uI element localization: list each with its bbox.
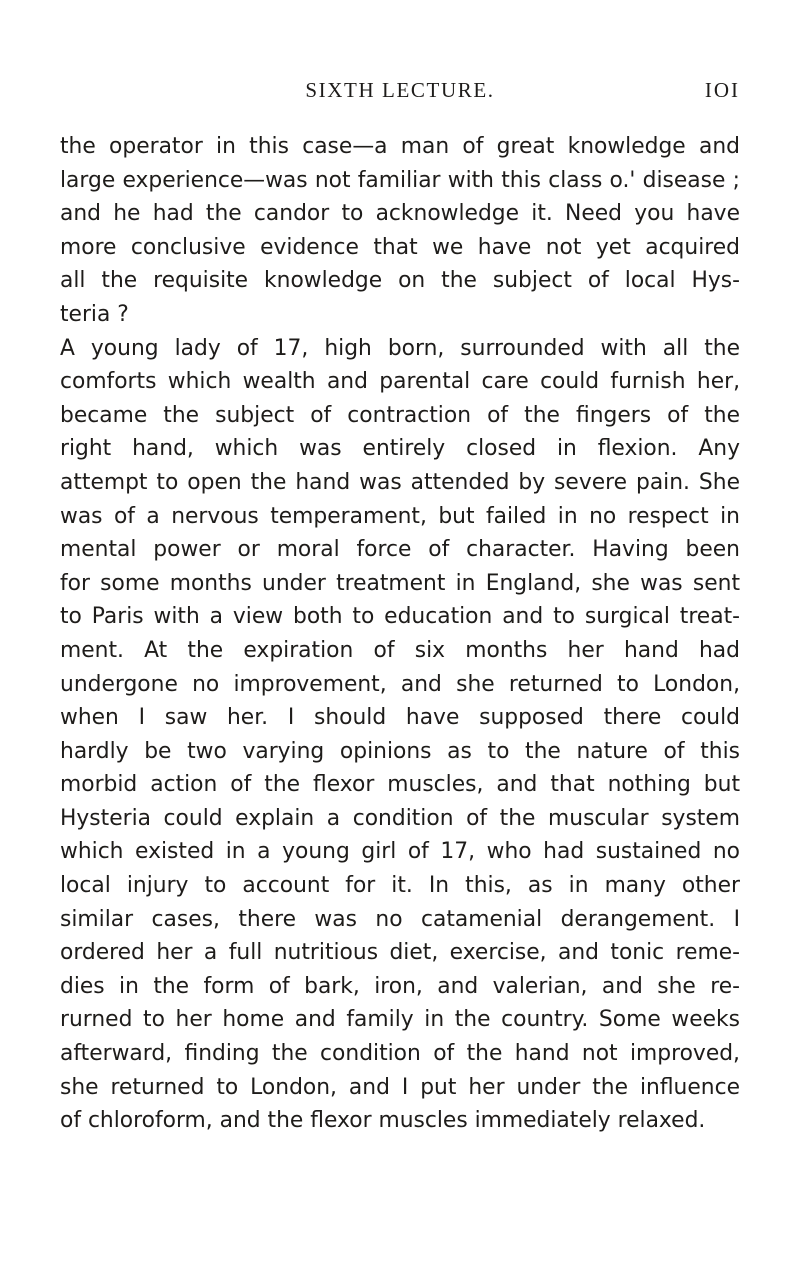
running-title: SIXTH LECTURE.	[305, 78, 495, 102]
text-line: attempt to open the hand was attended by severe pain. She	[60, 469, 740, 495]
text-line: dies in the form of bark, iron, and valerian, and she re-	[60, 973, 740, 999]
text-line: and he had the candor to acknowledge it. Need you have	[60, 201, 740, 227]
text-line: when I saw her. I should have supposed there could	[60, 705, 740, 731]
text-line: ordered her a full nutritious diet, exercise, and tonic reme-	[60, 940, 740, 966]
text-line: rurned to her home and family in the country. Some weeks	[60, 1007, 740, 1033]
text-line: was of a nervous temperament, but failed in no respect in	[60, 503, 740, 529]
text-line: to Paris with a view both to education and to surgical treat-	[60, 604, 740, 630]
text-line: afterward, finding the condition of the hand not improved,	[60, 1041, 740, 1067]
text-line: became the subject of contraction of the fingers of the	[60, 402, 740, 428]
page-number: IOI	[704, 78, 740, 102]
text-line: the operator in this case—a man of great knowledge and	[60, 134, 740, 159]
text-line: large experience—was not familiar with this class o.' disease ;	[60, 167, 740, 193]
book-page	[60, 0, 740, 1268]
text-line: of chloroform, and the flexor muscles immediately relaxed.	[60, 1108, 706, 1134]
text-line: she returned to London, and I put her under the influence	[60, 1074, 740, 1100]
text-line: Hysteria could explain a condition of the muscular system	[60, 805, 740, 831]
text-line: for some months under treatment in England, she was sent	[60, 570, 740, 596]
text-line: mental power or moral force of character. Having been	[60, 537, 740, 563]
text-line: more conclusive evidence that we have not yet acquired	[60, 234, 740, 260]
text-line: all the requisite knowledge on the subject of local Hys-	[60, 268, 740, 294]
text-line: comforts which wealth and parental care could furnish her,	[60, 369, 740, 395]
text-line: undergone no improvement, and she returned to London,	[60, 671, 740, 697]
text-line: hardly be two varying opinions as to the nature of this	[60, 738, 740, 764]
text-line: local injury to account for it. In this, as in many other	[60, 873, 740, 899]
text-line: which existed in a young girl of 17, who had sustained no	[60, 839, 740, 865]
text-line: morbid action of the flexor muscles, and that nothing but	[60, 772, 740, 798]
text-line: ment. At the expiration of six months her hand had	[60, 637, 740, 663]
text-line: similar cases, there was no catamenial derangement. I	[60, 906, 740, 932]
text-line: A young lady of 17, high born, surrounded with all the	[60, 335, 740, 361]
body-text	[60, 130, 740, 1138]
running-header	[60, 78, 740, 108]
text-line: right hand, which was entirely closed in flexion. Any	[60, 436, 740, 462]
text-line: teria ?	[60, 301, 129, 327]
